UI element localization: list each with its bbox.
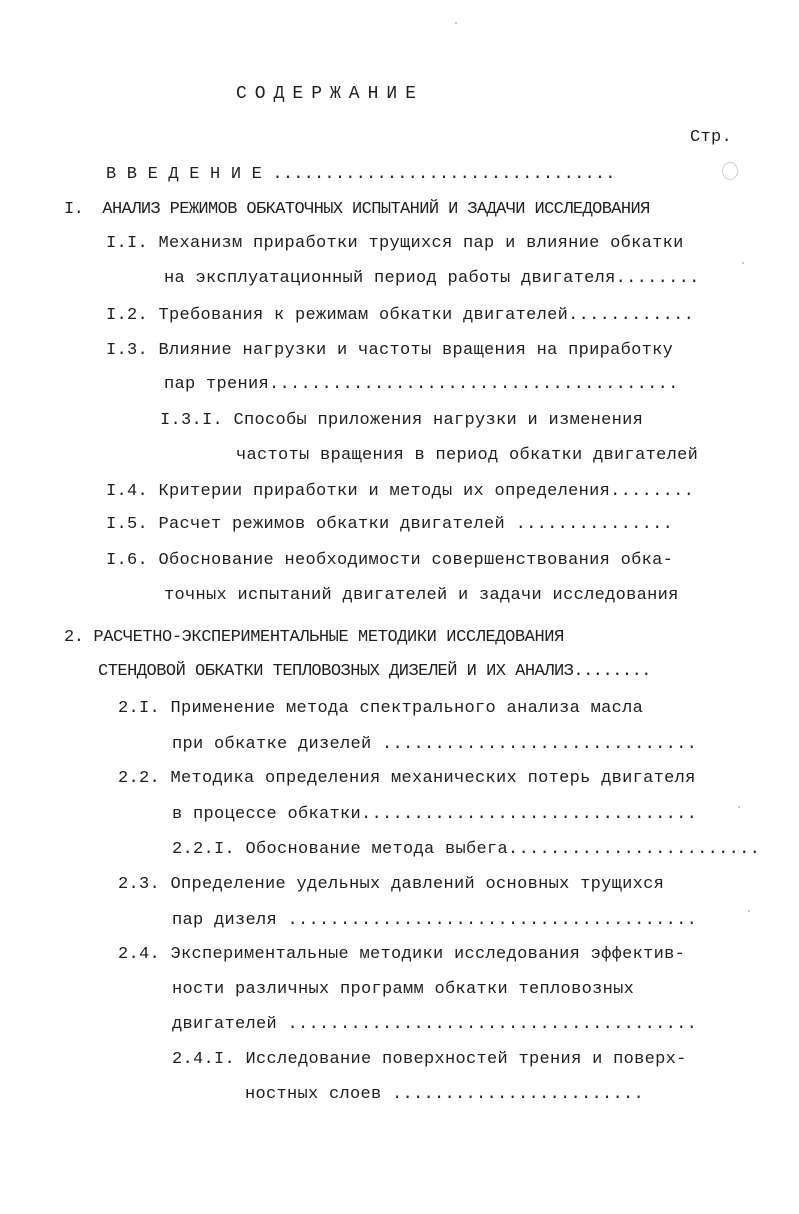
toc-entry-1-3-1-cont: частоты вращения в период обкатки двигателей [236, 446, 699, 465]
toc-entry-2-4-1: 2.4.I. Исследование поверхностей трения и поверх- [172, 1050, 687, 1069]
scan-speck [455, 22, 457, 24]
toc-entry-2-2-1: 2.2.I. Обоснование метода выбега........................ [172, 840, 761, 859]
scan-speck [742, 262, 744, 264]
toc-entry-2-4-cont: ности различных программ обкатки тепловозных [172, 980, 635, 999]
toc-entry-2-1: 2.I. Применение метода спектрального анализа масла [118, 699, 644, 718]
toc-chapter-2: 2. РАСЧЕТНО-ЭКСПЕРИМЕНТАЛЬНЫЕ МЕТОДИКИ ИССЛЕДОВАНИЯ [64, 628, 564, 647]
toc-entry-2-3: 2.3. Определение удельных давлений основных трущихся [118, 875, 665, 894]
scan-smudge [722, 162, 738, 180]
toc-entry-1-3-cont: пар трения....................................... [164, 375, 679, 394]
toc-entry-2-3-cont: пар дизеля ....................................... [172, 911, 698, 930]
scan-speck [738, 806, 740, 808]
toc-entry-1-3-1: I.3.I. Способы приложения нагрузки и изменения [160, 411, 644, 430]
toc-entry-2-1-cont: при обкатке дизелей .............................. [172, 735, 698, 754]
toc-entry-2-2-cont: в процессе обкатки................................ [172, 805, 698, 824]
toc-entry-1-5: I.5. Расчет режимов обкатки двигателей ............... [106, 515, 674, 534]
toc-chapter-1: I. АНАЛИЗ РЕЖИМОВ ОБКАТОЧНЫХ ИСПЫТАНИЙ И ЗАДАЧИ ИССЛЕДОВАНИЯ [64, 200, 650, 219]
page-title: СОДЕРЖАНИЕ [236, 84, 425, 104]
toc-entry-2-4-1-cont: ностных слоев ........................ [245, 1085, 645, 1104]
toc-entry-1-1-cont: на эксплуатационный период работы двигателя........ [164, 269, 700, 288]
toc-entry-2-4-cont2: двигателей ....................................... [172, 1015, 698, 1034]
toc-entry-2-4: 2.4. Экспериментальные методики исследования эффектив- [118, 945, 686, 964]
toc-entry-1-3: I.3. Влияние нагрузки и частоты вращения на приработку [106, 341, 674, 360]
toc-entry-1-4: I.4. Критерии приработки и методы их определения........ [106, 482, 695, 501]
page-number-header: Стр. [690, 128, 733, 147]
toc-entry-introduction: В В Е Д Е Н И Е ................................. [106, 165, 616, 184]
toc-entry-1-2: I.2. Требования к режимам обкатки двигателей............ [106, 306, 695, 325]
toc-entry-1-6: I.6. Обоснование необходимости совершенствования обка- [106, 551, 674, 570]
scan-speck [748, 910, 750, 912]
toc-chapter-2-cont: СТЕНДОВОЙ ОБКАТКИ ТЕПЛОВОЗНЫХ ДИЗЕЛЕЙ И ИХ АНАЛИЗ........ [98, 662, 651, 681]
toc-entry-1-1: I.I. Механизм приработки трущихся пар и влияние обкатки [106, 234, 684, 253]
toc-entry-2-2: 2.2. Методика определения механических потерь двигателя [118, 769, 696, 788]
toc-entry-1-6-cont: точных испытаний двигателей и задачи исследования [164, 586, 679, 605]
